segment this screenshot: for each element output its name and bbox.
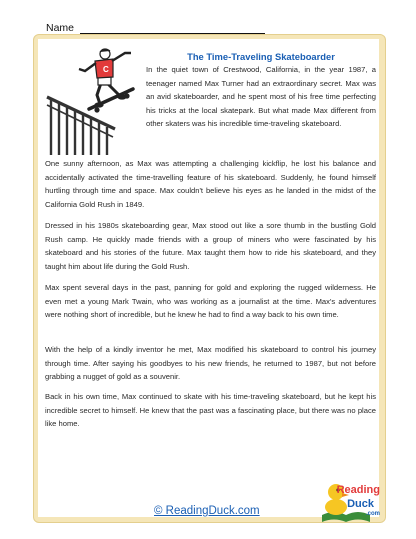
- skateboarder-illustration: [45, 47, 141, 157]
- logo-domain: .com: [365, 511, 380, 517]
- name-label: Name: [46, 22, 75, 34]
- story-paragraph-3: Dressed in his 1980s skateboarding gear, Max stood out like a sore thumb in the bustling Gold Rush camp. He quickly made friends with a group of miners who were fascinated by his skateboard and his stories of the future. Max taught them how to ride his skateboard, and they taught him about life during the Gold Rush.: [45, 221, 376, 271]
- name-input-line[interactable]: [80, 22, 265, 34]
- story-paragraph-4: Max spent several days in the past, panning for gold and exploring the rugged wilderness. He even met a young Mark Twain, who was working as a journalist at the time. Max's adventures were nothing short of incredible, but he knew he had to find a way back to his own time.: [45, 283, 376, 320]
- story-paragraph-6: Back in his own time, Max continued to skate with his time-traveling skateboard, but he kept his incredible secret to himself. He knew that the past was a fascinating place, but there was no place like home.: [45, 392, 376, 429]
- story-title: The Time-Traveling Skateboarder: [187, 51, 335, 62]
- story-paragraph-5: With the help of a kindly inventor he met, Max modified his skateboard to control his journey through time. After saying his goodbyes to his new friends, he returned to 1987, but not before grabbing a nugget of gold as a souvenir.: [45, 345, 376, 382]
- logo-word-duck: Duck: [347, 498, 374, 510]
- handrail-icon: [47, 97, 115, 155]
- svg-text:C: C: [103, 65, 109, 74]
- reading-duck-logo-icon: [318, 475, 382, 525]
- skater-figure-icon: [79, 49, 131, 107]
- story-paragraph-2: One sunny afternoon, as Max was attempting a challenging kickflip, he lost his balance and accidentally activated the time-travelling feature of his skateboard. Suddenly, he found himself hurtling through time and space. Max couldn't believe his eyes as he landed in the midst of the California Gold Rush in 1849.: [45, 159, 376, 209]
- readingduck-link[interactable]: © ReadingDuck.com: [154, 505, 260, 517]
- name-field-row: [46, 22, 265, 34]
- logo-word-reading: Reading: [336, 484, 380, 496]
- story-paragraph-1: In the quiet town of Crestwood, California, in the year 1987, a teenager named Max Turner had an extraordinary secret. Max was an avid skateboarder, and he spent most of his free time perfecting his tricks at the local skatepark. But what made Max different from other skaters was his incredible time-traveling skateboard.: [146, 65, 376, 129]
- skateboard-icon: [89, 89, 133, 113]
